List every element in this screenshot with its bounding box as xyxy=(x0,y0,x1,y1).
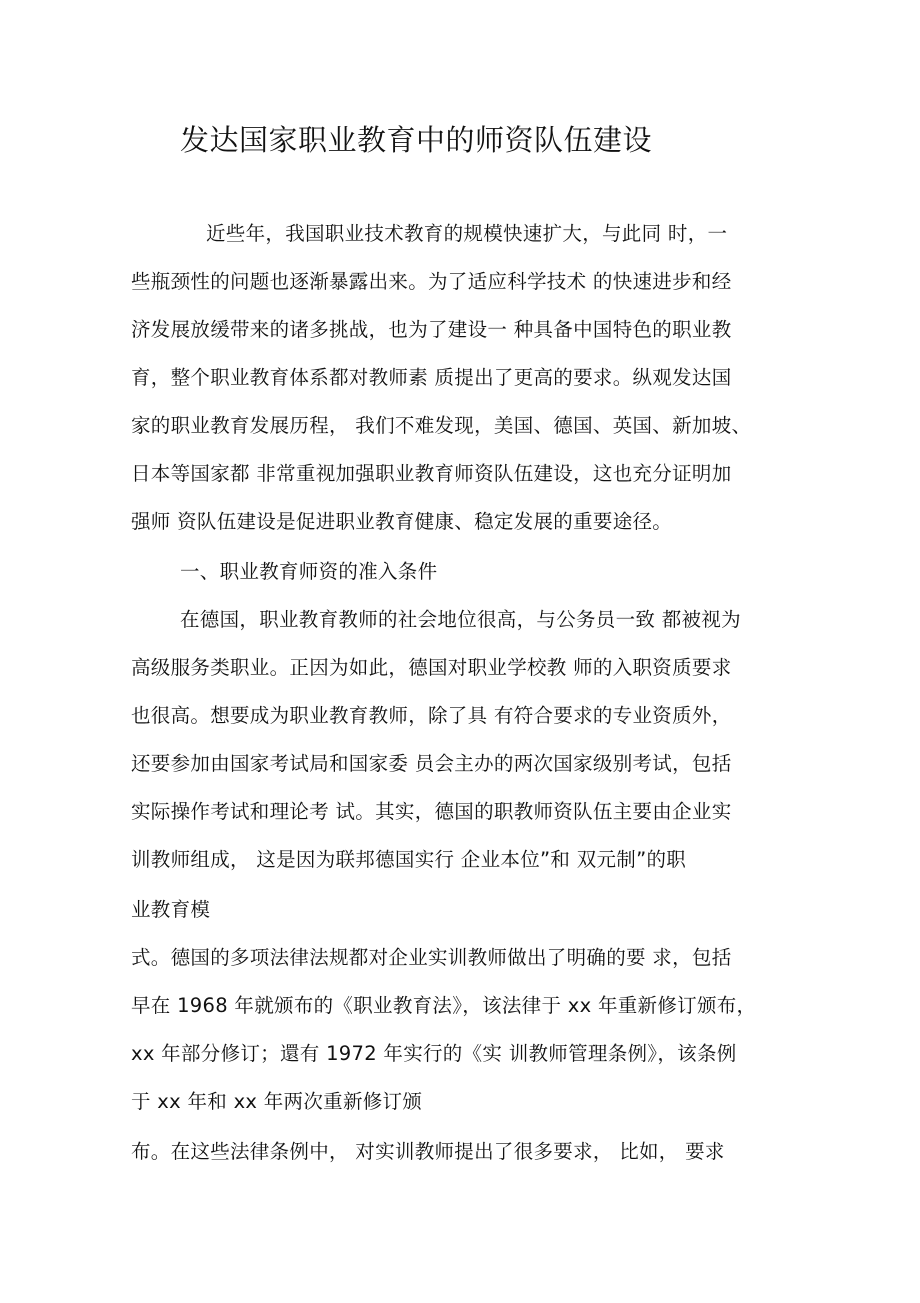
paragraph-line: 于 xx 年和 xx 年两次重新修订颁 xyxy=(131,1090,423,1113)
paragraph-line: 早在 1968 年就颁布的《职业教育法》，该法律于 xx 年重新修订颁布， xyxy=(131,994,757,1017)
paragraph-line: 近些年，我国职业技术教育的规模快速扩大，与此同 时，一 xyxy=(206,222,728,245)
paragraph-line: 实际操作考试和理论考 试。其实，德国的职教师资队伍主要由企业实 xyxy=(131,800,732,823)
paragraph-line: 家的职业教育发展历程， 我们不难发现，美国、德国、英国、新加坡、 xyxy=(131,414,752,437)
paragraph-line: 还要参加由国家考试局和国家委 员会主办的两次国家级别考试，包括 xyxy=(131,752,732,775)
paragraph-line: 日本等国家都 非常重视加强职业教育师资队伍建设，这也充分证明加 xyxy=(131,462,732,485)
paragraph-line: 些瓶颈性的问题也逐渐暴露出来。为了适应科学技术 的快速进步和经 xyxy=(131,270,732,293)
paragraph-line: 济发展放缓带来的诸多挑战，也为了建设一 种具备中国特色的职业教 xyxy=(131,318,732,341)
paragraph-line: 式。德国的多项法律法规都对企业实训教师做出了明确的要 求，包括 xyxy=(131,946,732,969)
paragraph-line: 也很高。想要成为职业教育教师，除了具 有符合要求的专业资质外， xyxy=(131,704,732,727)
paragraph-line: 训教师组成， 这是因为联邦德国实行 企业本位”和 双元制”的职 xyxy=(131,848,687,871)
paragraph-line: 高级服务类职业。正因为如此，德国对职业学校教 师的入职资质要求 xyxy=(131,656,732,679)
paragraph-line: 强师 资队伍建设是促进职业教育健康、稳定发展的重要途径。 xyxy=(131,510,673,533)
paragraph-line: 在德国，职业教育教师的社会地位很高，与公务员一致 都被视为 xyxy=(180,608,741,631)
paragraph-line: 育，整个职业教育体系都对教师素 质提出了更高的要求。纵观发达国 xyxy=(131,366,732,389)
paragraph-line: 业教育模 xyxy=(131,898,211,921)
paragraph-line: 布。在这些法律条例中， 对实训教师提出了很多要求， 比如， 要求 xyxy=(131,1140,725,1163)
paragraph-line: xx 年部分修订；還有 1972 年实行的《实 训教师管理条例》，该条例 xyxy=(131,1042,737,1065)
section-heading: 一、职业教育师资的准入条件 xyxy=(180,560,438,583)
document-title: 发达国家职业教育中的师资队伍建设 xyxy=(180,123,653,157)
